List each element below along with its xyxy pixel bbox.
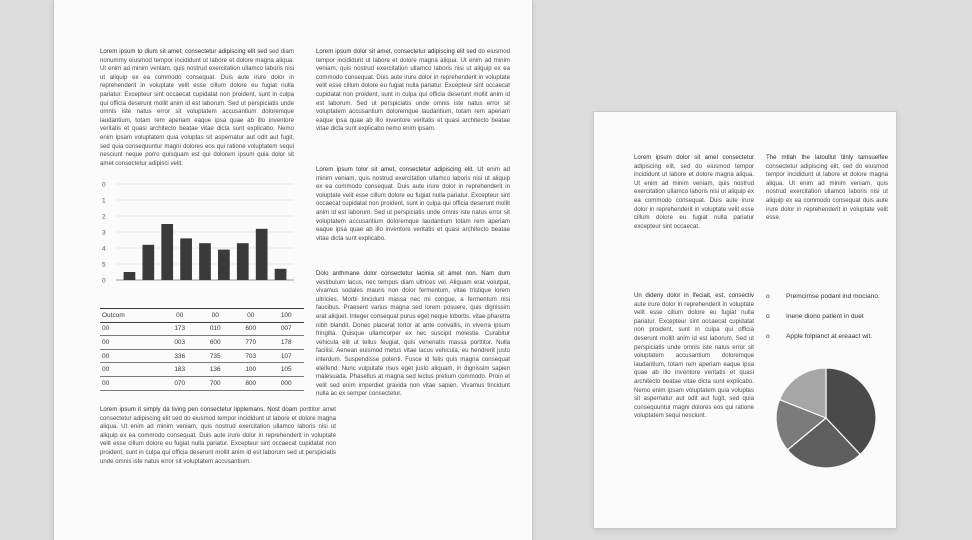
list-item	[766, 332, 890, 352]
table-cell: 336	[162, 349, 198, 363]
col1-intro-paragraph	[100, 48, 294, 167]
bar	[124, 272, 136, 280]
bar	[180, 238, 192, 280]
table-cell: 070	[162, 376, 198, 390]
right-col1-p1-body: adipiscing elit, sed do eiusmod tempor incididunt ut labore et dolore magna aliqua. Ut enim ad minim veniam, quis nostrud exercitation ullamco laboris nisi ut aliquip ex ea commodo consequat. Duis aute irure dolor in reprehenderit in voluptate velit esse cillum dolore eu fugiat nulla pariatur excepteur sint occaecat.	[634, 162, 754, 230]
col1-bottom-lead: Lorem ipsum it simply da living pen consectetur lipplemans. Nost doam	[100, 406, 298, 413]
bar	[256, 229, 268, 280]
col2-p3-lead: Dolo anthmane dolor consectetur lacinia sit amet non. Nam dum	[316, 270, 510, 277]
y-tick-label: 2	[102, 213, 106, 221]
col2-paragraph-3	[316, 270, 510, 496]
table-row	[100, 336, 304, 350]
col1-intro-body: sed diam nonummy eiusmod tempor incididunt ut labore et dolore magna aliqua. Ut enim ad minim veniam, quis nostrud exercitation ullamco laboris nisi ut aliquip ex ea commodo consequat. Duis aute irure dolor in reprehenderit in voluptate velit esse cillum dolore eu fugiat nulla pariatur. Excepteur sint occaecat cupidatat non proident, sunt in culpa qui officia deserunt mollit anim id est laborum. Sed ut perspiciatis unde omnis iste natus error sit voluptatem accusantium doloremque laudantium, totam rem aperiam eaque ipsa quae ab illo inventore veritatis et quasi architecto beatae vitae dicta sunt explicabo. Nemo enim ipsam voluptatem quia voluptas sit aspernatur aut odit aut fugit, sed quia consequuntur magni dolores eos qui ratione voluptatem sequi nesciunt neque porro quisquam est qui dolorem ipsum quia dolor sit amet consectetur adipisci velit.	[100, 48, 294, 167]
y-tick-label: 0	[102, 181, 106, 189]
table-row	[100, 363, 304, 377]
table-cell: 183	[162, 363, 198, 377]
table-cell: 703	[233, 349, 269, 363]
col1-intro-lead: Lorem ipsum to dium sit amet, consectetur adipiscing elit sed	[100, 48, 268, 55]
right-page	[594, 112, 896, 528]
table-cell: 700	[198, 376, 234, 390]
right-col1-paragraph-2	[634, 292, 754, 470]
y-tick-label: 0	[102, 277, 106, 285]
table-cell: 010	[198, 322, 234, 336]
bullet-marker: o	[766, 313, 770, 320]
y-tick-label: 3	[102, 229, 106, 237]
table-cell: 00	[100, 336, 162, 350]
bullet-text: Premcimse podanl ind mociano.	[786, 293, 880, 300]
bar	[199, 243, 211, 280]
table-cell: 770	[233, 336, 269, 350]
table-header-cell: 00	[198, 309, 234, 323]
bullet-marker: o	[766, 293, 770, 300]
table-cell: 003	[162, 336, 198, 350]
bar	[275, 269, 287, 280]
table-cell: 600	[198, 336, 234, 350]
table-cell: 735	[198, 349, 234, 363]
bar	[142, 245, 154, 280]
table-cell: 000	[269, 376, 305, 390]
bullet-marker: o	[766, 333, 770, 340]
col2-p1-lead: Lorem ipsum dolor sit amet, consectetur adipiscing elit sed	[316, 48, 477, 55]
table-row	[100, 376, 304, 390]
data-table	[100, 308, 304, 391]
bullet-text: Apple folpianct at ereaact wit.	[786, 333, 873, 340]
bar	[161, 224, 173, 280]
right-col1-paragraph-1	[634, 154, 754, 264]
table-cell: 105	[269, 363, 305, 377]
col2-paragraph-2	[316, 166, 510, 254]
list-item	[766, 292, 890, 312]
pie-chart	[774, 366, 878, 470]
table-cell: 178	[269, 336, 305, 350]
table-header-cell: Outcom	[100, 309, 162, 323]
y-tick-label: 4	[102, 245, 106, 253]
y-tick-label: 5	[102, 261, 106, 269]
table-cell: 00	[100, 363, 162, 377]
table-cell: 00	[100, 322, 162, 336]
bullet-text: Inene diono patient in duet	[786, 313, 864, 320]
col2-p3-body: vestibulum lacus, nec tempus diam ultrices vel. Aliquam erat volutpat, vivamus sodales mauris non dolor fermentum, vitae tristique lorem ultricies. Morbi tincidunt massa nec mi congue, a fermentum nisi faucibus. Praesent varius magna sed lorem posuere, quis dignissim erat aliquet. Integer consequat purus eget neque lobortis, vitae pharetra nibh blandit. Donec placerat tortor at ante convallis, in viverra ipsum fringilla. Quisque ullamcorper ex nec suscipit molestie. Curabitur vehicula elit ut tellus feugiat, quis venenatis massa porttitor. Nulla facilisi. Aenean euismod metus vitae lacus vehicula, eu hendrerit justo interdum. Suspendisse potenti. Fusce id felis quis magna consequat eleifend. Nunc vulputate risus eget justo aliquam, in dignissim sapien malesuada. Phasellus at magna sed lectus pretium commodo. Proin et velit sed enim imperdiet gravida non vitae sapien. Vivamus tincidunt nulla ac ex semper consectetur.	[316, 278, 510, 398]
table-cell: 107	[269, 349, 305, 363]
right-col2-p1-lead: The mtlah the latoullut tilnly tamsuelfee	[766, 154, 888, 161]
table-cell: 800	[233, 376, 269, 390]
table-header-cell: 00	[162, 309, 198, 323]
bullet-list	[766, 292, 890, 352]
table-row	[100, 349, 304, 363]
y-tick-label: 1	[102, 197, 106, 205]
right-col2-paragraph-1	[766, 154, 888, 264]
list-item	[766, 312, 890, 332]
bar-chart	[98, 176, 298, 288]
table-cell: 100	[233, 363, 269, 377]
right-col1-p1-lead: Lorem ipsum dolor sit amet consectetur	[634, 154, 754, 161]
col2-p2-body: enim ad minim veniam, quis nostrud exercitation ullamco laboris nisi ut aliquip ex ea commodo consequat. Duis aute irure dolor in reprehenderit in voluptate velit esse cillum dolore eu fugiat nulla pariatur. Excepteur sint occaecat cupidatat non proident, sunt in culpa qui officia deserunt mollit anim id est laborum. Sed ut perspiciatis unde omnis iste natus error sit voluptatem accusantium doloremque laudantium totam rem aperiam eaque ipsa quae ab illo inventore veritatis et quasi architecto beatae vitae dicta sunt explicabo.	[316, 166, 510, 242]
col2-p2-lead: Lorem ipsum tolor sit amet, consectetur adipiscing elit. Ut	[316, 166, 484, 173]
col2-p1-body: do eiusmod tempor incididunt ut labore et dolore magna aliqua. Ut enim ad minim veniam, quis nostrud exercitation ullamco laboris nisi ut aliquip ex ea commodo consequat. Duis aute irure dolor in reprehenderit in voluptate velit esse cillum dolore eu fugiat nulla pariatur. Excepteur sint occaecat cupidatat non proident, sunt in culpa qui officia deserunt mollit anim id est laborum. Sed ut perspiciatis unde omnis iste natus error sit voluptatem accusantium doloremque laudantium, totam rem aperiam eaque ipsa quae ab illo inventore veritatis et quasi architecto beatae vitae dicta sunt explicabo nemo enim ipsam.	[316, 48, 510, 133]
right-col2-p1-body: consectetur adipiscing elit, sed do eiusmod tempor incididunt ut labore et dolore magna aliqua. Ut enim ad minim veniam, quis nostrud exercitation ullamco laboris nisi ut aliquip ex ea commodo consequat duis aute irure dolor in reprehenderit in voluptate velit esse.	[766, 162, 888, 222]
table-header-cell: 100	[269, 309, 305, 323]
table-cell: 600	[233, 322, 269, 336]
table-cell: 007	[269, 322, 305, 336]
right-col1-p2-lead: Un dideny dolor in Ifeciait, est, consectiv	[634, 292, 754, 299]
table-header-cell: 00	[233, 309, 269, 323]
table-cell: 00	[100, 376, 162, 390]
bar	[218, 250, 230, 280]
table-cell: 00	[100, 349, 162, 363]
right-col1-p2-body: aute irure dolor in reprehenderit in voluptate velit esse cillum dolore eu fugiat nulla pariatur. Excepteur sint occaecat cupidatat non proident, sunt in culpa qui officia deserunt mollit anim id est laborum. Sed ut perspiciatis unde omnis iste natus error sit voluptatem accusantium doloremque laudantium, totam rem aperiam eaque ipsa quae ab illo inventore veritatis et quasi architecto beatae vitae dicta sunt explicabo. Nemo enim ipsam voluptatem quia voluptas sit aspernatur aut odit aut fugit, sed quia consequuntur magni dolores eos qui ratione voluptatem sequi nesciunt.	[634, 300, 754, 420]
table-row	[100, 322, 304, 336]
col1-bottom-paragraph	[100, 406, 336, 496]
table-cell: 173	[162, 322, 198, 336]
col1-bottom-body: porttitor amet consectetur adipiscing elit sed do eiusmod tempor incididunt ut labore et dolore magna aliqua. Ut enim ad minim veniam, quis nostrud exercitation ullamco laboris nisi ut aliquip ex ea commodo consequat. Duis aute irure dolor in reprehenderit in voluptate velit esse cillum dolore eu fugiat nulla pariatur. Excepteur sint occaecat cupidatat non proident, sunt in culpa qui officia deserunt mollit anim id est laborum sed ut perspiciatis unde omnis iste natus error sit voluptatem accusantium.	[100, 406, 337, 465]
left-page	[54, 0, 532, 540]
col2-paragraph-1	[316, 48, 510, 146]
table-header-row	[100, 309, 304, 323]
bar	[237, 243, 249, 280]
table-cell: 136	[198, 363, 234, 377]
